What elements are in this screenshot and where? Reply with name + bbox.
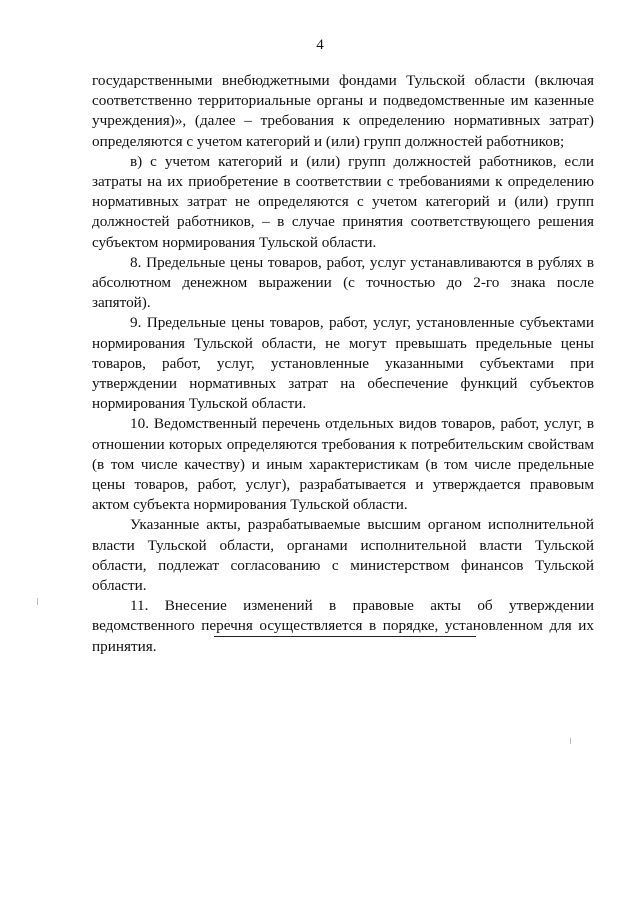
- scan-speck: [570, 738, 571, 744]
- paragraph-item-v: в) с учетом категорий и (или) групп должностей работников, если затраты на их приобретение в соответствии с требованиями к определению нормативных затрат не определяются с учетом категорий и (или) групп должностей работников, – в случае принятия соответствующего решения субъектом нормирования Тульской области.: [92, 152, 594, 251]
- paragraph-item-11: 11. Внесение изменений в правовые акты об утверждении ведомственного перечня осуществляется в порядке, установленном для их принятия.: [92, 597, 594, 655]
- page-number: 4: [316, 37, 324, 53]
- scan-speck: [37, 598, 38, 605]
- paragraph-item-9: 9. Предельные цены товаров, работ, услуг, установленные субъектами нормирования Тульской области, не могут превышать предельные цены товаров, работ, услуг, установленные указанными субъектами при утверждении нормативных затрат на обеспечение функций субъектов нормирования Тульской области.: [92, 314, 594, 413]
- paragraph-continuation: государственными внебюджетными фондами Тульской области (включая соответственно территориальные органы и подведомственные им казенные учреждения)», (далее – требования к определению нормативных затрат) определяются с учетом категорий и (или) групп должностей работников;: [92, 72, 594, 150]
- document-body: [92, 71, 594, 657]
- paragraph-approval-note: Указанные акты, разрабатываемые высшим органом исполнительной власти Тульской области, органами исполнительной власти Тульской области, подлежат согласованию с министерством финансов Тульской области.: [92, 516, 594, 595]
- end-of-text-rule: [214, 636, 476, 637]
- paragraph-item-8: 8. Предельные цены товаров, работ, услуг устанавливаются в рублях в абсолютном денежном выражении (с точностью до 2-го знака после запятой).: [92, 253, 594, 312]
- paragraph-item-10: 10. Ведомственный перечень отдельных видов товаров, работ, услуг, в отношении которых определяются требования к потребительским свойствам (в том числе качеству) и иным характеристикам (в том числе предельные цены товаров, работ, услуг), разрабатывается и утверждается правовым актом субъекта нормирования Тульской области.: [92, 415, 594, 514]
